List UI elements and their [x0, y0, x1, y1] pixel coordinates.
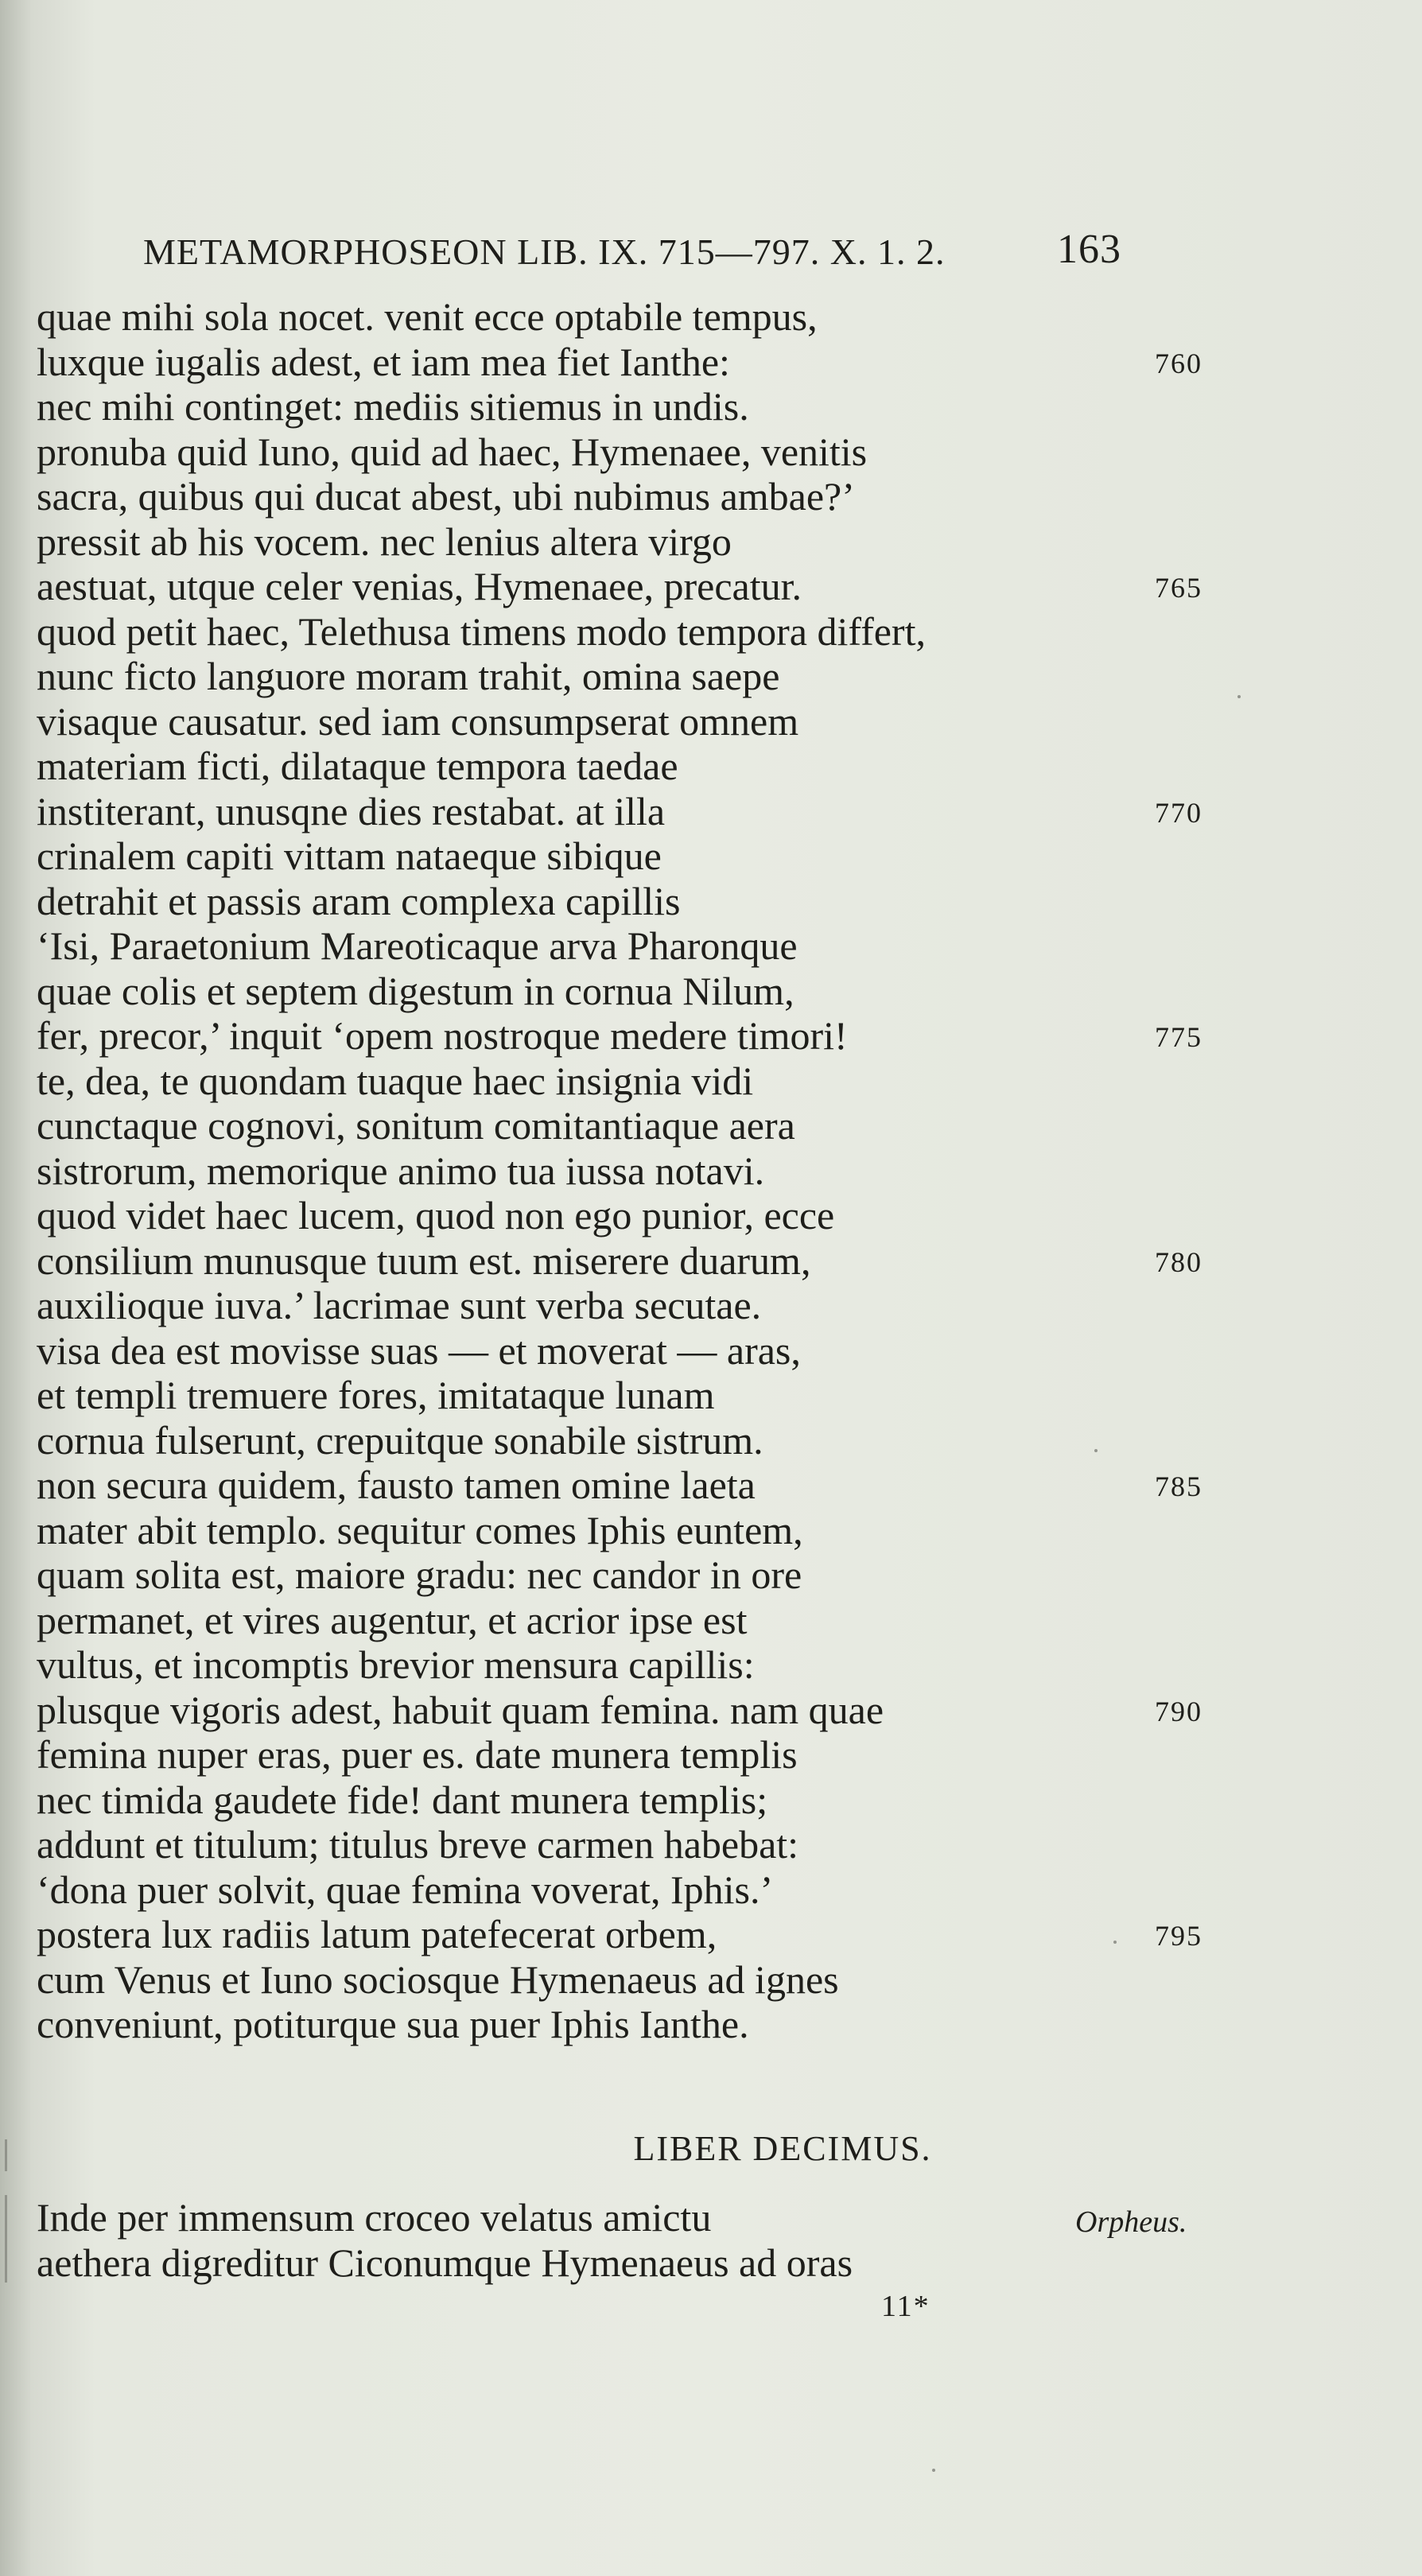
verse-line-text: plusque vigoris adest, habuit quam femina. nam quae	[37, 1687, 884, 1732]
verse-line	[37, 1688, 1214, 1733]
speck	[932, 2469, 935, 2472]
verse-line-text: nec timida gaudete fide! dant munera templis;	[37, 1777, 768, 1822]
verse-line-text: quae mihi sola nocet. venit ecce optabile tempus,	[37, 294, 818, 339]
verse-line-text: permanet, et vires augentur, et acrior ipse est	[37, 1597, 748, 1642]
verse-line	[37, 474, 1214, 519]
gutter-mark	[5, 2195, 7, 2283]
verse-line	[37, 1148, 1214, 1194]
verse-line-text: cornua fulserunt, crepuitque sonabile sistrum.	[37, 1417, 763, 1463]
verse-line	[37, 1193, 1214, 1238]
verse-line	[37, 1283, 1214, 1328]
verse-line	[37, 969, 1214, 1014]
verse-line-text: postera lux radiis latum patefecerat orbem,	[37, 1912, 717, 1956]
verse-line	[37, 833, 1214, 879]
verse-line-text: femina nuper eras, puer es. date munera templis	[37, 1732, 798, 1777]
book-verse-line	[37, 2195, 1214, 2240]
verse-line-text: addunt et titulum; titulus breve carmen habebat:	[37, 1822, 799, 1867]
verse-line	[37, 1373, 1214, 1418]
book-verse-line	[37, 2240, 1214, 2286]
verse-line	[37, 744, 1214, 789]
verse-line	[37, 609, 1214, 655]
book-heading: LIBER DECIMUS.	[633, 2129, 932, 2168]
verse-line-text: conveniunt, potiturque sua puer Iphis Ianthe.	[37, 2002, 749, 2046]
line-number: 770	[1155, 796, 1202, 829]
verse-line	[37, 1463, 1214, 1508]
verse-line-text: pronuba quid Iuno, quid ad haec, Hymenaee, venitis	[37, 429, 868, 474]
verse-line	[37, 2002, 1214, 2047]
verse-line-text: et templi tremuere fores, imitataque lunam	[37, 1373, 715, 1417]
side-note: Orpheus.	[1075, 2205, 1187, 2239]
verse-line	[37, 1552, 1214, 1598]
line-number: 765	[1155, 572, 1202, 604]
verse-line	[37, 879, 1214, 924]
speck	[1094, 1449, 1098, 1452]
verse-line-text: te, dea, te quondam tuaque haec insignia vidi	[37, 1058, 754, 1103]
running-head-title: METAMORPHOSEON LIB. IX. 715—797. X. 1. 2.	[143, 231, 946, 272]
verse-line	[37, 654, 1214, 699]
verse-line	[37, 1912, 1214, 1957]
verse-line	[37, 1508, 1214, 1553]
verse-line	[37, 1059, 1214, 1104]
line-number: 760	[1155, 347, 1202, 379]
verse-line	[37, 923, 1214, 969]
verse-line-text: cunctaque cognovi, sonitum comitantiaque aera	[37, 1103, 795, 1148]
verse-line-text: institerant, unusqne dies restabat. at illa	[37, 788, 666, 833]
verse-line	[37, 699, 1214, 744]
verse-line-text: vultus, et incomptis brevior mensura capillis:	[37, 1642, 755, 1687]
signature-mark: 11*	[881, 2290, 931, 2323]
running-head	[143, 226, 1145, 277]
verse-line	[37, 1778, 1214, 1823]
book-verse-block	[37, 2195, 1214, 2285]
verse-line	[37, 564, 1214, 609]
verse-line-text: visaque causatur. sed iam consumpserat omnem	[37, 698, 799, 744]
book-verse-line-text: aethera digreditur Ciconumque Hymenaeus ad oras	[37, 2240, 853, 2285]
verse-line-text: consilium munusque tuum est. miserere duarum,	[37, 1237, 811, 1283]
verse-line-text: fer, precor,’ inquit ‘opem nostroque medere timori!	[37, 1013, 848, 1058]
verse-line-text: quae colis et septem digestum in cornua Nilum,	[37, 968, 795, 1013]
book-verse-line-text: Inde per immensum croceo velatus amictu	[37, 2195, 712, 2240]
verse-line-text: ‘Isi, Paraetonium Mareoticaque arva Pharonque	[37, 923, 798, 968]
verse-line-text: materiam ficti, dilataque tempora taedae	[37, 744, 678, 788]
verse-line-text: sacra, quibus qui ducat abest, ubi nubimus ambae?’	[37, 474, 855, 519]
verse-line	[37, 1013, 1214, 1059]
line-number: 795	[1155, 1920, 1202, 1952]
verse-line	[37, 384, 1214, 429]
line-number: 780	[1155, 1245, 1202, 1278]
verse-line-text: quod petit haec, Telethusa timens modo tempora differt,	[37, 608, 926, 654]
speck	[1237, 695, 1241, 698]
verse-line-text: sistrorum, memorique animo tua iussa notavi.	[37, 1148, 765, 1193]
verse-line	[37, 789, 1214, 834]
verse-line-text: auxilioque iuva.’ lacrimae sunt verba secutae.	[37, 1283, 762, 1327]
line-number: 775	[1155, 1021, 1202, 1053]
verse-line-text: ‘dona puer solvit, quae femina voverat, Iphis.’	[37, 1867, 774, 1912]
verse-line-text: nec mihi continget: mediis sitiemus in undis.	[37, 384, 749, 429]
verse-line	[37, 1642, 1214, 1688]
verse-line	[37, 1238, 1214, 1284]
verse-line-text: quod videt haec lucem, quod non ego punior, ecce	[37, 1193, 835, 1237]
verse-line-text: aestuat, utque celer venias, Hymenaee, precatur.	[37, 564, 802, 608]
verse-line-text: mater abit templo. sequitur comes Iphis euntem,	[37, 1507, 803, 1552]
verse-line	[37, 294, 1214, 340]
verse-line-text: nunc ficto languore moram trahit, omina saepe	[37, 654, 780, 698]
verse-line	[37, 1867, 1214, 1913]
verse-line-text: luxque iugalis adest, et iam mea fiet Ianthe:	[37, 339, 730, 384]
line-number: 790	[1155, 1695, 1202, 1727]
verse-line	[37, 1328, 1214, 1373]
verse-line-text: quam solita est, maiore gradu: nec candor in ore	[37, 1552, 802, 1597]
verse-line	[37, 1732, 1214, 1778]
verse-block	[37, 294, 1214, 2047]
verse-line	[37, 1598, 1214, 1643]
verse-line	[37, 1418, 1214, 1463]
verse-line-text: pressit ab his vocem. nec lenius altera virgo	[37, 519, 732, 564]
verse-line	[37, 429, 1214, 475]
line-number: 785	[1155, 1471, 1202, 1502]
verse-line	[37, 1957, 1214, 2003]
verse-line	[37, 1103, 1214, 1148]
verse-line-text: detrahit et passis aram complexa capillis	[37, 878, 681, 923]
speck	[1113, 1941, 1117, 1944]
verse-line	[37, 1822, 1214, 1867]
verse-line	[37, 519, 1214, 565]
verse-line-text: crinalem capiti vittam nataeque sibique	[37, 833, 662, 878]
verse-line-text: non secura quidem, fausto tamen omine laeta	[37, 1463, 756, 1507]
verse-line-text: cum Venus et Iuno sociosque Hymenaeus ad ignes	[37, 1956, 839, 2002]
verse-line-text: visa dea est movisse suas — et moverat — aras,	[37, 1327, 801, 1373]
verse-line	[37, 340, 1214, 385]
page-number: 163	[1057, 227, 1121, 272]
